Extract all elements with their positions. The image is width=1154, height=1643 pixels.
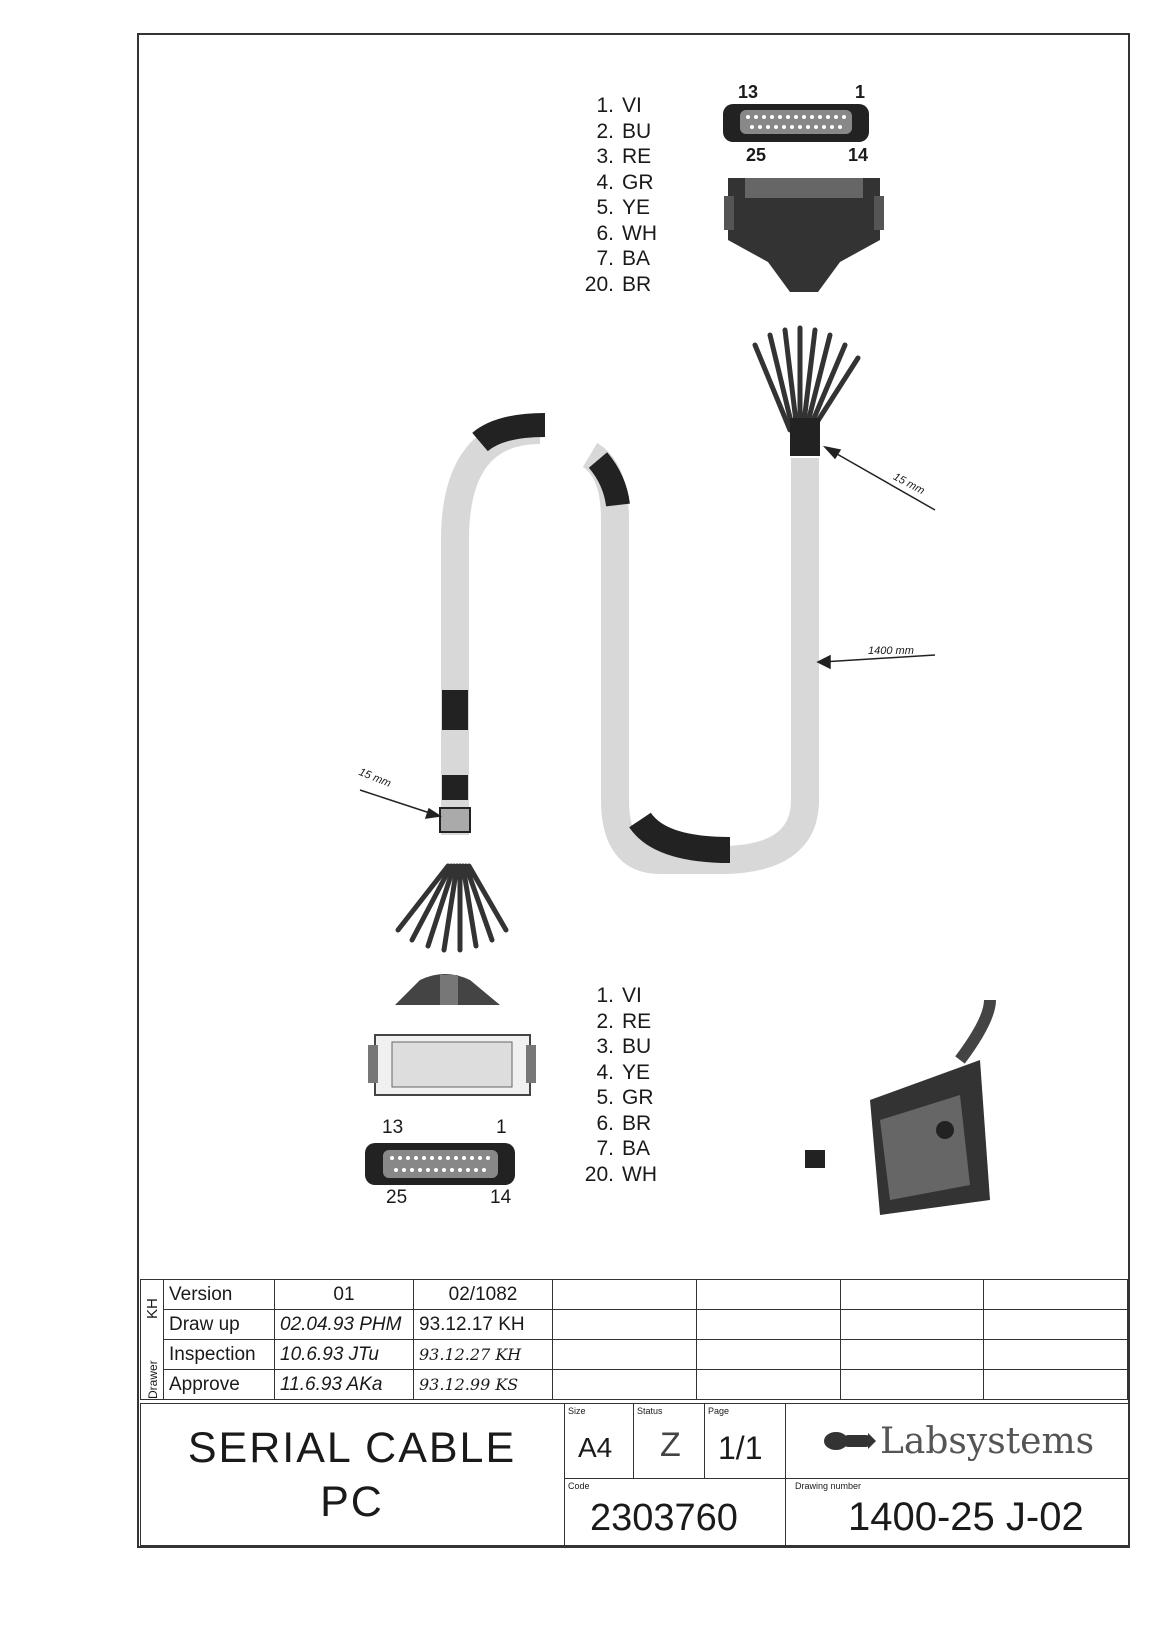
wire-row: 7. BA bbox=[596, 1137, 651, 1160]
wiring-list-bottom bbox=[578, 983, 657, 1187]
wire-row: 5. YE bbox=[596, 196, 651, 219]
wire-row: 20. WH bbox=[584, 1162, 657, 1186]
wire-row: 1. VI bbox=[596, 94, 642, 117]
rev-empty-cell bbox=[984, 1370, 1128, 1400]
bottom-pin-14: 14 bbox=[490, 1187, 512, 1208]
title-line-2: PC bbox=[320, 1478, 384, 1526]
wire-row: 3. RE bbox=[596, 145, 652, 168]
top-connector-hood bbox=[724, 178, 884, 292]
rev-empty-cell bbox=[696, 1310, 840, 1340]
size-value: A4 bbox=[578, 1432, 613, 1463]
rev-cell-handwritten: 93.12.27 KH bbox=[414, 1340, 553, 1370]
revision-side-labels bbox=[140, 1279, 164, 1404]
rev-cell: 93.12.17 KH bbox=[414, 1310, 553, 1340]
dim-strip-bottom: 15 mm bbox=[356, 766, 393, 790]
top-pin-25: 25 bbox=[746, 145, 767, 165]
assembled-connector-photo bbox=[805, 1000, 990, 1215]
top-pin-1: 1 bbox=[855, 82, 866, 102]
wire-row: 7. BA bbox=[596, 247, 651, 270]
drawing-title bbox=[140, 1403, 565, 1545]
rev-empty-cell bbox=[984, 1310, 1128, 1340]
rev-label: Draw up bbox=[164, 1310, 275, 1340]
bottom-wire-fan bbox=[398, 866, 506, 950]
bottom-pin-25: 25 bbox=[386, 1187, 408, 1208]
dim-strip-top: 15 mm bbox=[891, 470, 927, 498]
revision-table bbox=[140, 1279, 1128, 1400]
rev-empty-cell bbox=[984, 1340, 1128, 1370]
rev-row-drawup bbox=[141, 1310, 1128, 1340]
rev-cell: 10.6.93 JTu bbox=[275, 1340, 414, 1370]
rev-empty-cell bbox=[553, 1370, 697, 1400]
rev-empty-cell bbox=[696, 1370, 840, 1400]
wire-row: 20. BR bbox=[584, 272, 652, 296]
rev-label: Inspection bbox=[164, 1340, 275, 1370]
dim-length: 1400 mm bbox=[868, 645, 914, 657]
rev-empty-cell bbox=[553, 1340, 697, 1370]
rev-empty-cell bbox=[840, 1280, 984, 1310]
wiring-list-top bbox=[578, 93, 657, 297]
wire-row: 2. BU bbox=[596, 119, 652, 143]
rev-row-version bbox=[141, 1280, 1128, 1310]
rev-cell: 01 bbox=[275, 1280, 414, 1310]
rev-label: Approve bbox=[164, 1370, 275, 1400]
wire-row: 4. YE bbox=[596, 1060, 651, 1084]
code-value: 2303760 bbox=[590, 1497, 738, 1539]
size-label: Size bbox=[568, 1406, 586, 1416]
top-pin-14: 14 bbox=[848, 145, 869, 165]
drawing-number-value: 1400-25 J-02 bbox=[848, 1495, 1084, 1539]
top-pin-13: 13 bbox=[738, 82, 759, 102]
rev-cell: 02/1082 bbox=[414, 1280, 553, 1310]
wire-row: 6. WH bbox=[596, 221, 657, 245]
code-label: Code bbox=[568, 1481, 590, 1491]
rev-empty-cell bbox=[696, 1280, 840, 1310]
bottom-connector-hood bbox=[368, 974, 536, 1095]
rev-row-approve bbox=[141, 1370, 1128, 1400]
drawing-number-label: Drawing number bbox=[795, 1481, 862, 1491]
bottom-dsub-face bbox=[365, 1143, 515, 1185]
rev-empty-cell bbox=[840, 1340, 984, 1370]
rev-label: Version bbox=[164, 1280, 275, 1310]
rev-empty-cell bbox=[840, 1310, 984, 1340]
rev-empty-cell bbox=[696, 1340, 840, 1370]
wire-row: 6. BR bbox=[596, 1111, 652, 1135]
labsystems-logo-icon bbox=[822, 1423, 876, 1459]
wire-row: 2. RE bbox=[596, 1009, 652, 1033]
status-label: Status bbox=[637, 1406, 663, 1416]
bottom-pin-1: 1 bbox=[496, 1117, 507, 1138]
cable-loop bbox=[455, 425, 805, 860]
wire-row: 5. GR bbox=[596, 1086, 654, 1109]
page-label: Page bbox=[708, 1406, 730, 1416]
top-wire-fan bbox=[755, 328, 858, 430]
top-dsub-face bbox=[723, 104, 869, 142]
rev-cell-handwritten: 93.12.99 KS bbox=[414, 1370, 553, 1400]
bottom-cable-sleeve bbox=[440, 808, 470, 832]
rev-cell: 02.04.93 PHM bbox=[275, 1310, 414, 1340]
rev-empty-cell bbox=[553, 1280, 697, 1310]
title-line-1: SERIAL CABLE bbox=[187, 1424, 517, 1472]
rev-cell: 11.6.93 AKa bbox=[275, 1370, 414, 1400]
rev-empty-cell bbox=[553, 1310, 697, 1340]
side-label-kh: KH bbox=[144, 1298, 161, 1319]
wire-row: 1. VI bbox=[596, 984, 642, 1007]
rev-row-inspection bbox=[141, 1340, 1128, 1370]
company-name: Labsystems bbox=[880, 1421, 1095, 1462]
rev-empty-cell bbox=[984, 1280, 1128, 1310]
rev-empty-cell bbox=[840, 1370, 984, 1400]
wire-row: 4. GR bbox=[596, 170, 654, 194]
side-label-drawer: Drawer bbox=[146, 1360, 160, 1399]
page-value: 1/1 bbox=[718, 1430, 763, 1466]
wire-row: 3. BU bbox=[596, 1035, 652, 1058]
status-value: Z bbox=[660, 1426, 681, 1464]
bottom-pin-13: 13 bbox=[382, 1117, 404, 1138]
top-cable-sleeve bbox=[790, 418, 820, 456]
